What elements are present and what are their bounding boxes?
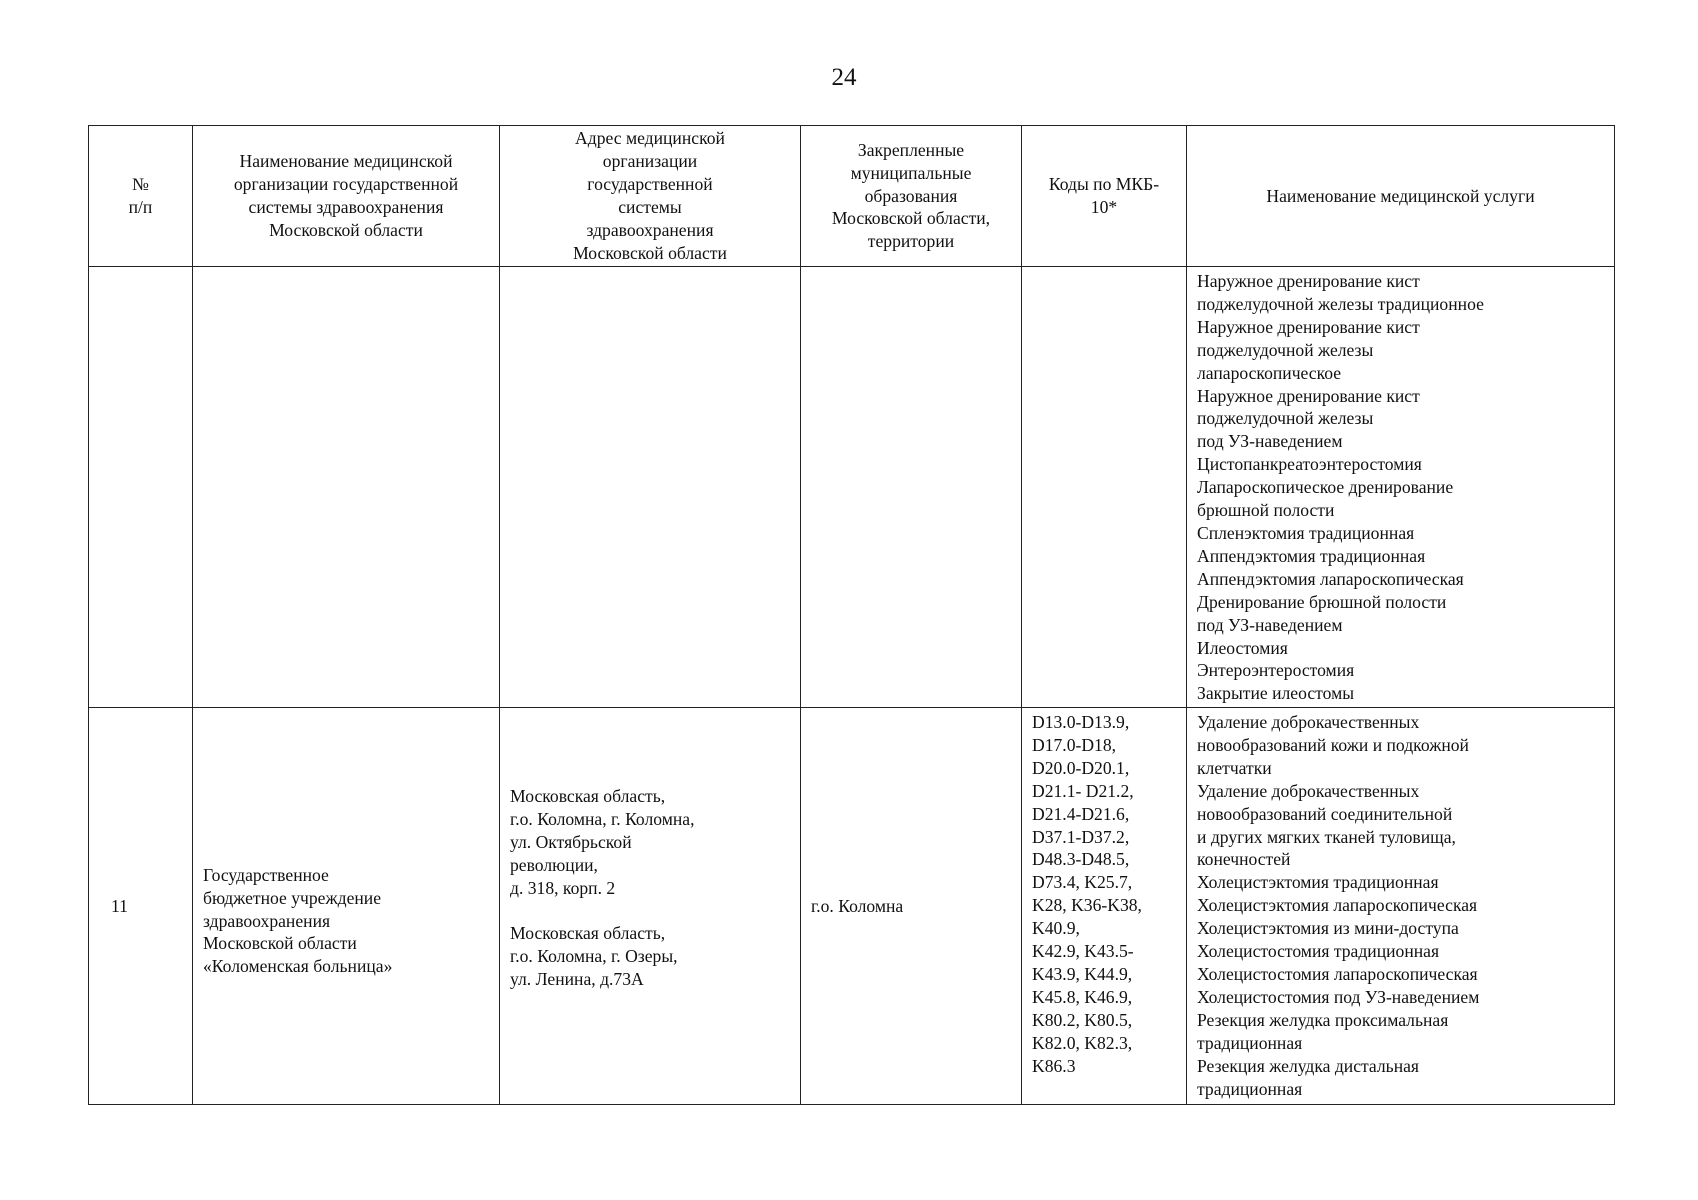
text-line: Московской области [269,219,423,240]
text-line: Закрепленные [857,139,965,160]
text-line: д. 318, корп. 2 [510,877,616,898]
header-territories [801,126,1022,267]
header-org-address [500,126,801,267]
text-line: Илеостомия [1197,637,1288,658]
text-line: ул. Ленина, д.73А [510,969,644,990]
address-2 [510,922,800,991]
text-line: брюшной полости [1197,500,1335,521]
text-line: Цистопанкреатоэнтеростомия [1197,454,1422,475]
cell-territory-empty [801,267,1022,708]
cell-services-continued [1187,267,1615,708]
text-line: поджелудочной железы [1197,408,1374,429]
text-line: ул. Октябрьской [510,831,632,852]
text-line: организации [602,151,698,172]
text-line: Спленэктомия традиционная [1197,522,1415,543]
table-row-continued [89,267,1615,708]
text-line: № [132,174,149,195]
table-header-row [89,126,1615,267]
text-line: Наружное дренирование кист [1197,271,1420,291]
header-icd-codes [1022,126,1187,267]
cell-codes [1022,708,1187,1105]
text-line: поджелудочной железы [1197,339,1374,360]
text-line: D73.4, K25.7, [1032,872,1133,893]
text-line: лапароскопическое [1197,362,1342,383]
text-line: K40.9, [1032,918,1080,939]
cell-services [1187,708,1615,1105]
header-org-name [193,126,500,267]
text-line: Удаление доброкачественных [1197,712,1420,732]
cell-org-address [500,708,801,1105]
text-line: Аппендэктомия лапароскопическая [1197,568,1464,589]
text-line: клетчатки [1197,757,1272,778]
cell-org-empty [193,267,500,708]
text-line: Московской области [203,933,357,954]
text-line: D48.3-D48.5, [1032,849,1130,870]
text-line: Коды по МКБ- [1048,174,1160,195]
text-line: Государственное [203,864,329,885]
text-line: Резекция желудка проксимальная [1197,1009,1449,1030]
text-line: D37.1-D37.2, [1032,826,1130,847]
services-table [88,125,1615,1105]
text-line: здравоохранения [586,219,714,240]
text-line: г.о. Коломна, г. Коломна, [510,808,695,829]
text-line: Дренирование брюшной полости [1197,591,1447,612]
text-line: D20.0-D20.1, [1032,757,1130,778]
text-line: конечностей [1197,849,1291,870]
text-line: Московская область, [510,923,666,944]
text-line: Холецистэктомия традиционная [1197,872,1439,893]
text-line: Холецистэктомия из мини-доступа [1197,918,1459,939]
text-line: K80.2, K80.5, [1032,1009,1133,1030]
text-line: Лапароскопическое дренирование [1197,477,1454,498]
text-line: здравоохранения [203,910,331,931]
text-line: Московской области [573,242,727,263]
text-line: Холецистостомия под УЗ-наведением [1197,986,1480,1007]
header-num [89,126,193,267]
text-line: Холецистостомия лапароскопическая [1197,963,1478,984]
text-line: Холецистэктомия лапароскопическая [1197,895,1478,916]
text-line: системы [618,197,682,217]
text-line: г.о. Коломна, г. Озеры, [510,946,678,967]
text-line: новообразований соединительной [1197,803,1453,824]
text-line: Московской области, [831,208,991,229]
text-line: революции, [510,854,598,875]
text-line: Энтероэнтеростомия [1197,660,1355,681]
text-line: поджелудочной железы традиционное [1197,293,1484,314]
text-line: D21.4-D21.6, [1032,803,1130,824]
text-line: новообразований кожи и подкожной [1197,734,1469,755]
text-line: 10* [1090,197,1118,217]
text-line: государственной [587,174,713,195]
text-line: под УЗ-наведением [1197,431,1343,452]
table-row-11 [89,708,1615,1105]
cell-territory: г.о. Коломна [801,708,1022,1105]
cell-codes-empty [1022,267,1187,708]
text-line: Наименование медицинской [239,151,453,172]
text-line: D21.1- D21.2, [1032,780,1134,801]
text-line: Удаление доброкачественных [1197,780,1420,801]
text-line: организации государственной [233,174,459,195]
text-line: Московская область, [510,785,666,806]
text-line: K45.8, K46.9, [1032,986,1133,1007]
address-1 [510,785,800,900]
text-line: K42.9, K43.5- [1032,941,1134,962]
text-line: бюджетное учреждение [203,887,382,908]
text-line: системы здравоохранения [248,197,444,217]
text-line: муниципальные [850,162,972,183]
cell-num-empty [89,267,193,708]
text-line: образования [864,185,958,206]
text-line: K82.0, K82.3, [1032,1032,1133,1053]
text-line: Наименование медицинской услуги [1266,185,1535,206]
page-number: 24 [831,64,857,91]
cell-num: 11 [89,708,193,1105]
cell-address-empty [500,267,801,708]
text-line: Аппендэктомия традиционная [1197,545,1426,566]
text-line: Резекция желудка дистальная [1197,1055,1420,1076]
text-line: K86.3 [1032,1055,1076,1076]
text-line: K28, K36-K38, [1032,895,1142,916]
text-line: традиционная [1197,1032,1303,1053]
cell-org-name [193,708,500,1105]
text-line: п/п [128,197,153,217]
header-service-name [1187,126,1615,267]
text-line: Закрытие илеостомы [1197,683,1355,704]
text-line: Адрес медицинской [575,128,725,149]
text-line: территории [867,231,955,252]
text-line: и других мягких тканей туловища, [1197,826,1456,847]
text-line: D17.0-D18, [1032,734,1117,755]
text-line: Наружное дренирование кист [1197,316,1420,337]
text-line: «Коломенская больница» [203,956,393,977]
text-line: под УЗ-наведением [1197,614,1343,635]
text-line: Наружное дренирование кист [1197,385,1420,406]
text-line: D13.0-D13.9, [1032,712,1130,732]
text-line: K43.9, K44.9, [1032,963,1133,984]
text-line: традиционная [1197,1078,1303,1099]
text-line: Холецистостомия традиционная [1197,941,1440,962]
